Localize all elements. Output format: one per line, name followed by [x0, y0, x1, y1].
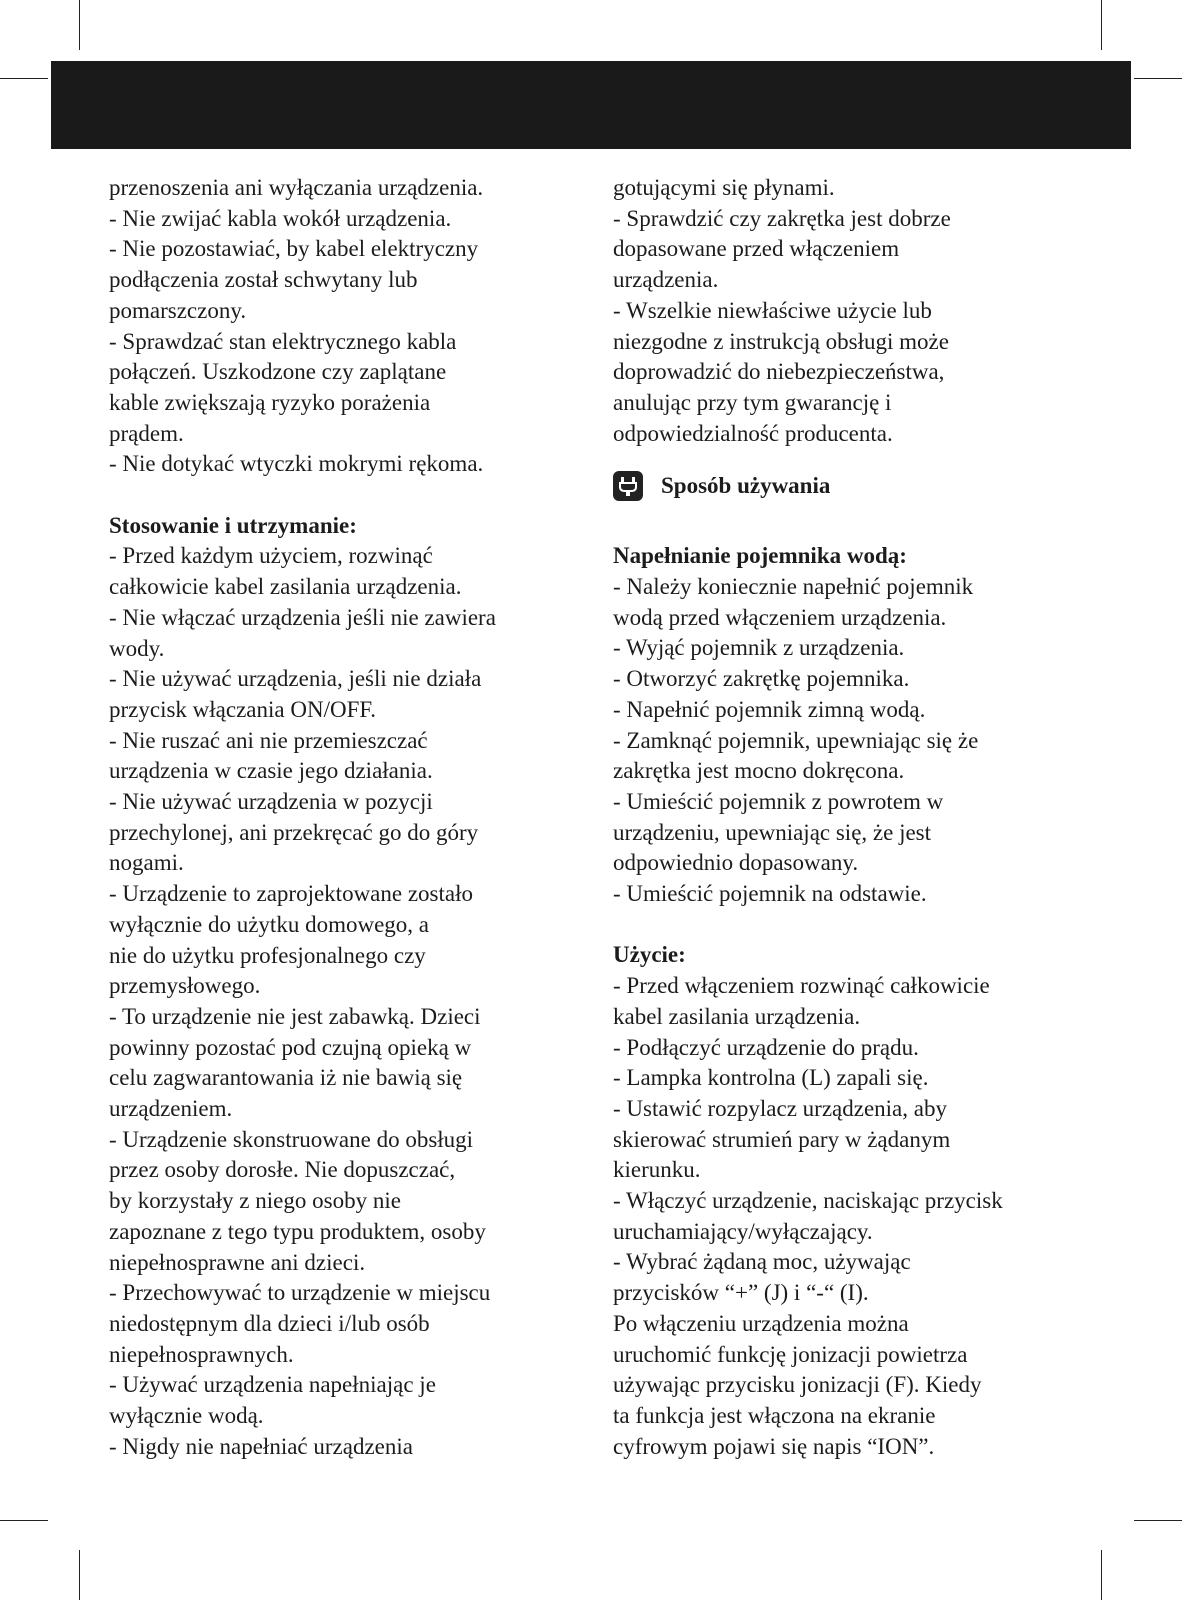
text-line: ta funkcja jest włączona na ekranie — [613, 1403, 936, 1428]
text-line: dopasowane przed włączeniem — [613, 236, 900, 262]
heading-maintenance: Stosowanie i utrzymanie: — [109, 512, 357, 538]
section-title: Sposób używania — [661, 472, 831, 498]
text-line: urządzeniem. — [109, 1096, 233, 1122]
text-line: - Umieścić pojemnik na odstawie. — [613, 881, 927, 907]
text-line: - Przed włączeniem rozwinąć całkowicie — [613, 973, 990, 999]
text-line: nie do użytku profesjonalnego czy — [109, 942, 426, 968]
text-line: odpowiedzialność producenta. — [613, 420, 893, 446]
crop-mark — [79, 0, 80, 50]
text-line: - Nie pozostawiać, by kabel elektryczny — [109, 236, 479, 262]
text-line: - Sprawdzić czy zakrętka jest dobrze — [613, 205, 951, 231]
spacer — [613, 910, 1093, 941]
text-line: podłączenia został schwytany lub — [109, 267, 418, 293]
text-line: - Włączyć urządzenie, naciskając przycisk — [613, 1188, 1003, 1214]
text-line: - Wyjąć pojemnik z urządzenia. — [613, 635, 905, 661]
text-line: - Napełnić pojemnik zimną wodą. — [613, 696, 926, 722]
text-line: niepełnosprawnych. — [109, 1341, 294, 1367]
text-line: gotującymi się płynami. — [613, 175, 835, 200]
text-line: pomarszczony. — [109, 297, 247, 323]
spacer — [613, 449, 1093, 463]
text-line: niezgodne z instrukcją obsługi może — [613, 328, 949, 354]
header-band — [51, 61, 1131, 149]
text-line: odpowiednio dopasowany. — [613, 850, 859, 876]
text-line: przycisk włączania ON/OFF. — [109, 696, 377, 722]
text-line: urządzenia. — [613, 267, 719, 293]
text-line: anulując przy tym gwarancję i — [613, 389, 892, 415]
text-line: cyfrowym pojawi się napis “ION”. — [613, 1433, 935, 1459]
text-line: kabel zasilania urządzenia. — [613, 1003, 861, 1029]
section-header — [613, 463, 1093, 509]
text-line: - Nie używać urządzenia, jeśli nie działa — [109, 666, 482, 692]
text-line: przez osoby dorosłe. Nie dopuszczać, — [109, 1157, 456, 1183]
text-line: by korzystały z niego osoby nie — [109, 1188, 401, 1214]
heading-usage: Użycie: — [613, 942, 686, 968]
text-line: wodą przed włączeniem urządzenia. — [613, 604, 947, 630]
text-line: - Zamknąć pojemnik, upewniając się że — [613, 727, 979, 753]
text-line: całkowicie kabel zasilania urządzenia. — [109, 574, 462, 600]
crop-mark — [1134, 78, 1182, 79]
text-line: - Urządzenie to zaprojektowane zostało — [109, 881, 473, 907]
text-line: urządzenia w czasie jego działania. — [109, 758, 433, 784]
text-line: - Nie zwijać kabla wokół urządzenia. — [109, 205, 452, 231]
right-column — [613, 173, 1093, 1462]
crop-mark — [1101, 1550, 1102, 1600]
text-line: - Ustawić rozpylacz urządzenia, aby — [613, 1095, 947, 1121]
text-line: - Nie używać urządzenia w pozycji — [109, 789, 433, 815]
text-line: - Nie ruszać ani nie przemieszczać — [109, 727, 428, 753]
text-line: - Przed każdym użyciem, rozwinąć — [109, 543, 433, 569]
text-line: przechylonej, ani przekręcać go do góry — [109, 819, 479, 845]
text-line: prądem. — [109, 420, 184, 446]
crop-mark — [0, 1520, 48, 1521]
fill-instructions — [613, 572, 1093, 910]
text-line: połączeń. Uszkodzone czy zaplątane — [109, 359, 447, 385]
text-line: urządzeniu, upewniając się, że jest — [613, 819, 932, 845]
text-line: używając przycisku jonizacji (F). Kiedy — [613, 1372, 982, 1398]
text-line: - Umieścić pojemnik z powrotem w — [613, 788, 944, 814]
text-line: celu zagwarantowania iż nie bawią się — [109, 1065, 463, 1091]
crop-mark — [0, 78, 48, 79]
spacer — [109, 480, 579, 511]
text-line: skierować strumień pary w żądanym — [613, 1126, 951, 1152]
crop-mark — [1134, 1520, 1182, 1521]
text-line: niedostępnym dla dzieci i/lub osób — [109, 1311, 430, 1336]
text-line: przycisków “+” (J) i “-“ (I). — [613, 1280, 869, 1306]
crop-mark — [1101, 0, 1102, 50]
text-line: - Otworzyć zakrętkę pojemnika. — [613, 666, 910, 692]
heading-fill-tank: Napełnianie pojemnika wodą: — [613, 543, 907, 569]
text-line: niepełnosprawne ani dzieci. — [109, 1249, 366, 1275]
text-line: - Przechowywać to urządzenie w miejscu — [109, 1280, 491, 1306]
text-line: uruchamiający/wyłączający. — [613, 1218, 873, 1244]
text-line: - Lampka kontrolna (L) zapali się. — [613, 1065, 929, 1091]
text-line: - Nie dotykać wtyczki mokrymi rękoma. — [109, 451, 484, 477]
spacer — [613, 509, 1093, 541]
text-line: wyłącznie wodą. — [109, 1403, 264, 1429]
text-line: - Urządzenie skonstruowane do obsługi — [109, 1126, 474, 1152]
text-line: nogami. — [109, 850, 184, 876]
text-line: zapoznane z tego typu produktem, osoby — [109, 1218, 486, 1244]
text-line: - Podłączyć urządzenie do prądu. — [613, 1034, 919, 1060]
text-line: przemysłowego. — [109, 973, 261, 999]
text-line: wyłącznie do użytku domowego, a — [109, 911, 429, 937]
left-text-block-2 — [109, 541, 579, 1462]
left-column — [109, 173, 579, 1463]
text-line: - To urządzenie nie jest zabawką. Dzieci — [109, 1003, 481, 1029]
text-line: Po włączeniu urządzenia można — [613, 1310, 909, 1336]
text-line: - Nie włączać urządzenia jeśli nie zawiera — [109, 604, 496, 630]
text-line: - Wszelkie niewłaściwe użycie lub — [613, 297, 932, 323]
text-line: kable zwiększają ryzyko porażenia — [109, 389, 431, 415]
text-line: zakrętka jest mocno dokręcona. — [613, 758, 905, 784]
text-line: - Sprawdzać stan elektrycznego kabla — [109, 328, 457, 354]
usage-instructions — [613, 971, 1093, 1462]
text-line: wody. — [109, 635, 165, 661]
text-line: - Wybrać żądaną moc, używając — [613, 1249, 911, 1275]
right-text-block-1 — [613, 173, 1093, 449]
left-text-block-1 — [109, 173, 579, 480]
text-line: doprowadzić do niebezpieczeństwa, — [613, 359, 945, 385]
text-line: - Nigdy nie napełniać urządzenia — [109, 1433, 413, 1459]
text-line: powinny pozostać pod czujną opieką w — [109, 1034, 472, 1060]
text-line: - Należy koniecznie napełnić pojemnik — [613, 574, 974, 600]
plug-icon — [613, 471, 643, 501]
text-line: uruchomić funkcję jonizacji powietrza — [613, 1341, 968, 1367]
crop-mark — [79, 1550, 80, 1600]
text-line: przenoszenia ani wyłączania urządzenia. — [109, 175, 484, 200]
text-line: kierunku. — [613, 1157, 701, 1183]
text-line: - Używać urządzenia napełniając je — [109, 1372, 436, 1398]
